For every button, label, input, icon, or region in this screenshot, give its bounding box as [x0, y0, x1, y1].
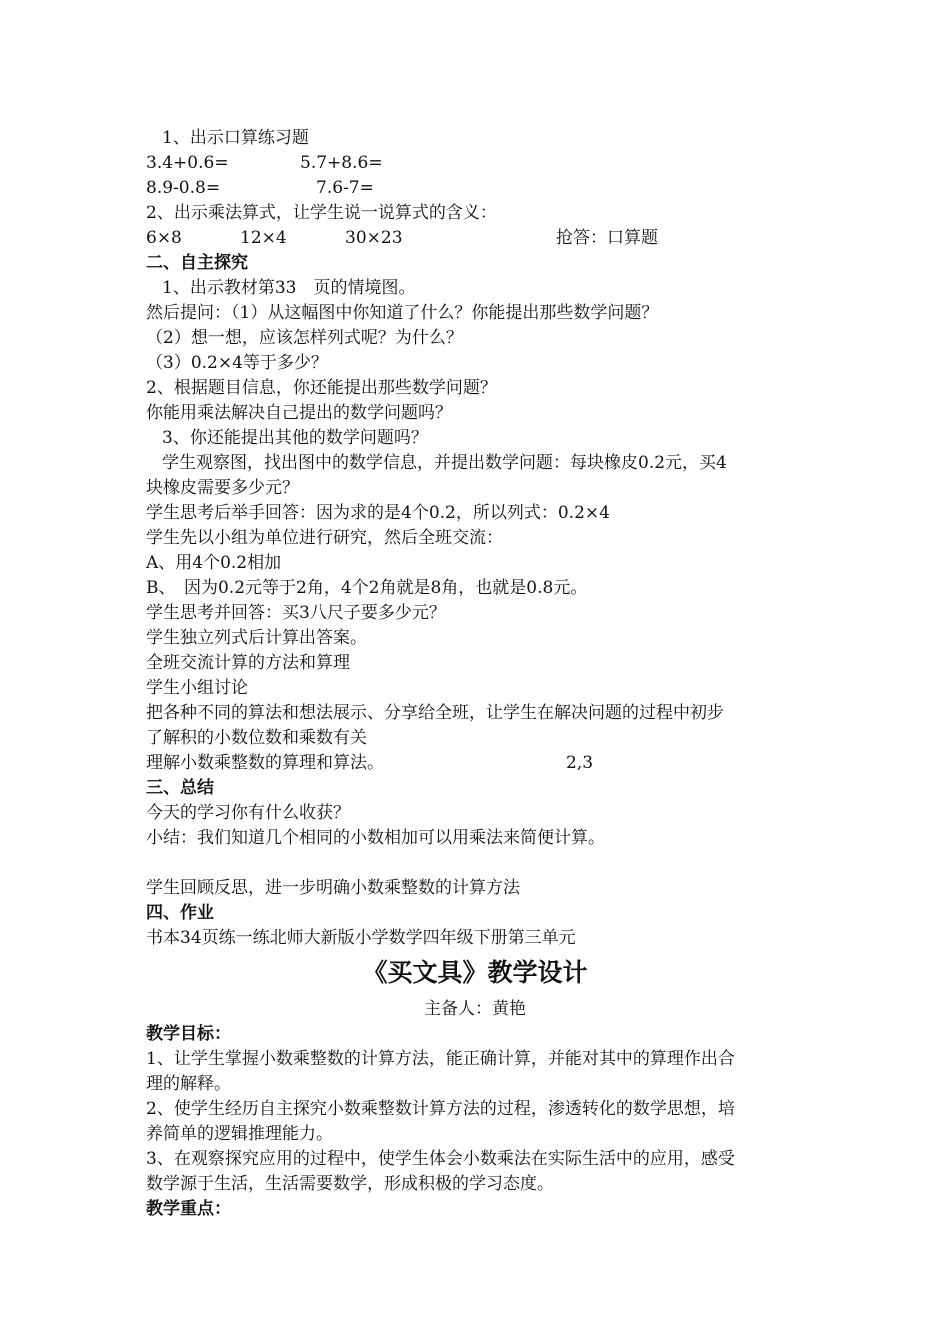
author-line: 主备人：黄艳 — [424, 999, 526, 1019]
body-line: 小结：我们知道几个相同的小数相加可以用乘法来简便计算。 — [146, 828, 605, 848]
goal-line: 2、使学生经历自主探究小数乘整数计算方法的过程，渗透转化的数学思想，培 — [146, 1099, 735, 1119]
mult-expr: 12×4 — [240, 228, 287, 248]
body-line: 1、出示教材第33 页的情境图。 — [162, 278, 416, 298]
goal-line: 1、让学生掌握小数乘整数的计算方法，能正确计算，并能对其中的算理作出合 — [146, 1049, 735, 1069]
body-line: 3、你还能提出其他的数学问题吗？ — [162, 428, 428, 448]
body-line: 了解积的小数位数和乘数有关 — [146, 728, 367, 748]
document-title: 《买文具》教学设计 — [362, 958, 588, 987]
body-line: A、用4个0.2相加 — [146, 553, 282, 573]
calc-expr: 5.7+8.6= — [300, 153, 383, 173]
section-heading: 三、总结 — [146, 778, 214, 798]
mult-note: 抢答：口算题 — [556, 228, 658, 248]
body-line: 学生独立列式后计算出答案。 — [146, 628, 367, 648]
body-line: 你能用乘法解决自己提出的数学问题吗？ — [146, 403, 452, 423]
goal-line: 养简单的逻辑推理能力。 — [146, 1124, 333, 1144]
goal-line: 3、在观察探究应用的过程中，使学生体会小数乘法在实际生活中的应用，感受 — [146, 1149, 735, 1169]
section-heading: 二、自主探究 — [146, 253, 248, 273]
mult-expr: 30×23 — [345, 228, 403, 248]
goal-line: 理的解释。 — [146, 1074, 231, 1094]
body-line: 学生回顾反思，进一步明确小数乘整数的计算方法 — [146, 878, 520, 898]
calc-expr: 8.9-0.8= — [146, 178, 221, 198]
section-heading: 四、作业 — [146, 903, 214, 923]
calc-expr: 7.6-7= — [316, 178, 374, 198]
body-line: 学生先以小组为单位进行研究，然后全班交流： — [146, 528, 503, 548]
body-line: （2）想一想，应该怎样列式呢？为什么？ — [146, 328, 463, 348]
side-note: 2,3 — [566, 753, 594, 773]
body-line: 今天的学习你有什么收获？ — [146, 803, 350, 823]
goal-line: 数学源于生活，生活需要数学，形成积极的学习态度。 — [146, 1174, 554, 1194]
oral-calc-item: 1、出示口算练习题 — [162, 128, 309, 148]
section-heading: 教学重点： — [146, 1199, 231, 1219]
multiplication-item: 2、出示乘法算式，让学生说一说算式的含义： — [146, 203, 497, 223]
body-line: 块橡皮需要多少元？ — [146, 478, 299, 498]
section-heading: 教学目标： — [146, 1024, 231, 1044]
body-line: 然后提问：（1）从这幅图中你知道了什么？你能提出那些数学问题？ — [146, 303, 659, 323]
body-line: B、 因为0.2元等于2角，4个2角就是8角，也就是0.8元。 — [146, 578, 588, 598]
body-line: 书本34页练一练北师大新版小学数学四年级下册第三单元 — [146, 928, 576, 948]
mult-expr: 6×8 — [146, 228, 182, 248]
calc-expr: 3.4+0.6= — [146, 153, 229, 173]
body-line: 学生小组讨论 — [146, 678, 248, 698]
body-line: （3）0.2×4等于多少？ — [146, 353, 328, 373]
body-line: 把各种不同的算法和想法展示、分享给全班，让学生在解决问题的过程中初步 — [146, 703, 724, 723]
body-line: 学生观察图，找出图中的数学信息，并提出数学问题：每块橡皮0.2元，买4 — [162, 453, 727, 473]
body-line: 学生思考并回答：买3八尺子要多少元？ — [146, 603, 446, 623]
body-line: 全班交流计算的方法和算理 — [146, 653, 350, 673]
body-line: 理解小数乘整数的算理和算法。 — [146, 753, 384, 773]
body-line: 学生思考后举手回答：因为求的是4个0.2，所以列式：0.2×4 — [146, 503, 610, 523]
body-line: 2、根据题目信息，你还能提出那些数学问题？ — [146, 378, 497, 398]
